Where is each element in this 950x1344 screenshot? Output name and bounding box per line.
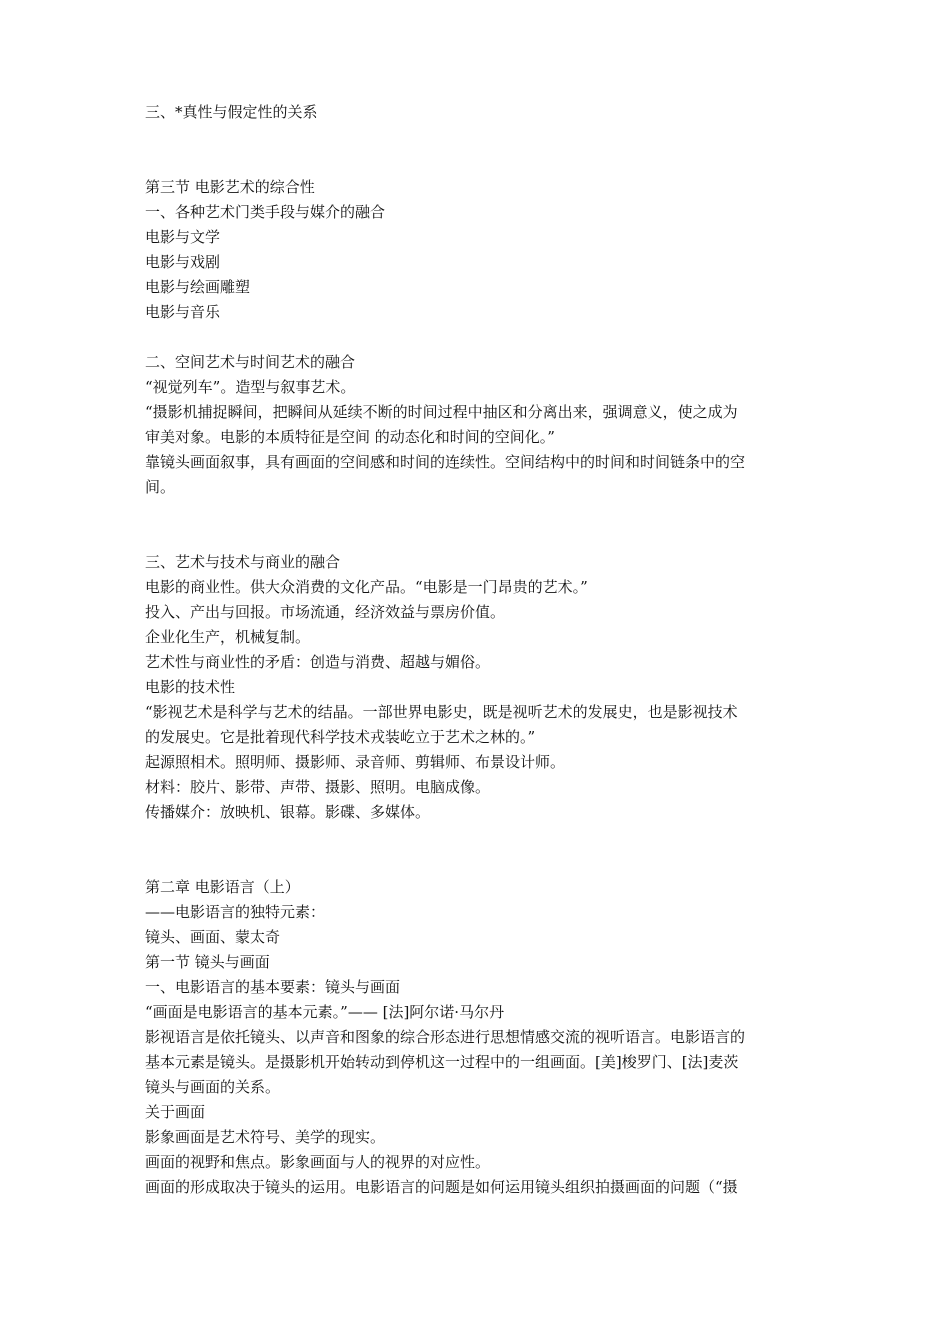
text-line: 基本元素是镜头。是摄影机开始转动到停机这一过程中的一组画面。[美]梭罗门、[法]麦茨 [145,1053,739,1071]
text-line: 材料：胶片、影带、声带、摄影、照明。电脑成像。 [145,778,491,796]
chapter-title-2: 第二章 电影语言（上） [145,878,300,896]
text-line: 镜头与画面的关系。 [145,1078,281,1096]
heading-truth-assumption: 三、*真性与假定性的关系 [145,103,318,121]
text-line: 审美对象。电影的本质特征是空间 的动态化和时间的空间化。” [145,428,555,446]
document-page [145,100,815,1200]
section-title-3: 第三节 电影艺术的综合性 [145,178,315,196]
text-line: 电影的技术性 [145,678,236,696]
text-line: 电影与绘画雕塑 [145,278,251,296]
text-line: 关于画面 [145,1103,206,1121]
subsection-1: 一、各种艺术门类手段与媒介的融合 [145,203,386,221]
text-line: 起源照相术。照明师、摄影师、录音师、剪辑师、布景设计师。 [145,753,566,771]
text-line: 画面的形成取决于镜头的运用。电影语言的问题是如何运用镜头组织拍摄画面的问题（“摄 [145,1178,738,1196]
section-title-1: 第一节 镜头与画面 [145,953,270,971]
text-line: 电影的商业性。供大众消费的文化产品。“电影是一门昂贵的艺术。” [145,578,588,596]
text-line: “摄影机捕捉瞬间，把瞬间从延续不断的时间过程中抽区和分离出来，强调意义，使之成为 [145,403,738,421]
text-line: 传播媒介：放映机、银幕。影碟、多媒体。 [145,803,431,821]
text-line: 投入、产出与回报。市场流通，经济效益与票房价值。 [145,603,506,621]
subsection-3: 三、艺术与技术与商业的融合 [145,553,341,571]
subsection-1: 一、电影语言的基本要素：镜头与画面 [145,978,401,996]
text-line: 电影与音乐 [145,303,221,321]
text-line: 电影与文学 [145,228,221,246]
text-line: 间。 [145,478,176,496]
text-line: 靠镜头画面叙事，具有画面的空间感和时间的连续性。空间结构中的时间和时间链条中的空 [145,453,746,471]
text-line: ——电影语言的独特元素： [145,903,326,921]
text-line: “视觉列车”。造型与叙事艺术。 [145,378,356,396]
text-line: 镜头、画面、蒙太奇 [145,928,281,946]
blank-gap [145,825,815,875]
text-line: 的发展史。它是批着现代科学技术戎装屹立于艺术之林的。” [145,728,536,746]
text-line: 影视语言是依托镜头、以声音和图象的综合形态进行思想情感交流的视听语言。电影语言的 [145,1028,746,1046]
text-line: 画面的视野和焦点。影象画面与人的视界的对应性。 [145,1153,491,1171]
text-line: 电影与戏剧 [145,253,221,271]
blank-gap [145,325,815,350]
blank-gap [145,500,815,550]
text-line: “画面是电影语言的基本元素。”—— [法]阿尔诺·马尔丹 [145,1003,505,1021]
text-line: 艺术性与商业性的矛盾：创造与消费、超越与媚俗。 [145,653,491,671]
text-line: “影视艺术是科学与艺术的结晶。一部世界电影史，既是视听艺术的发展史，也是影视技术 [145,703,738,721]
text-line: 影象画面是艺术符号、美学的现实。 [145,1128,386,1146]
blank-gap [145,125,815,175]
text-line: 企业化生产，机械复制。 [145,628,311,646]
subsection-2: 二、空间艺术与时间艺术的融合 [145,353,356,371]
